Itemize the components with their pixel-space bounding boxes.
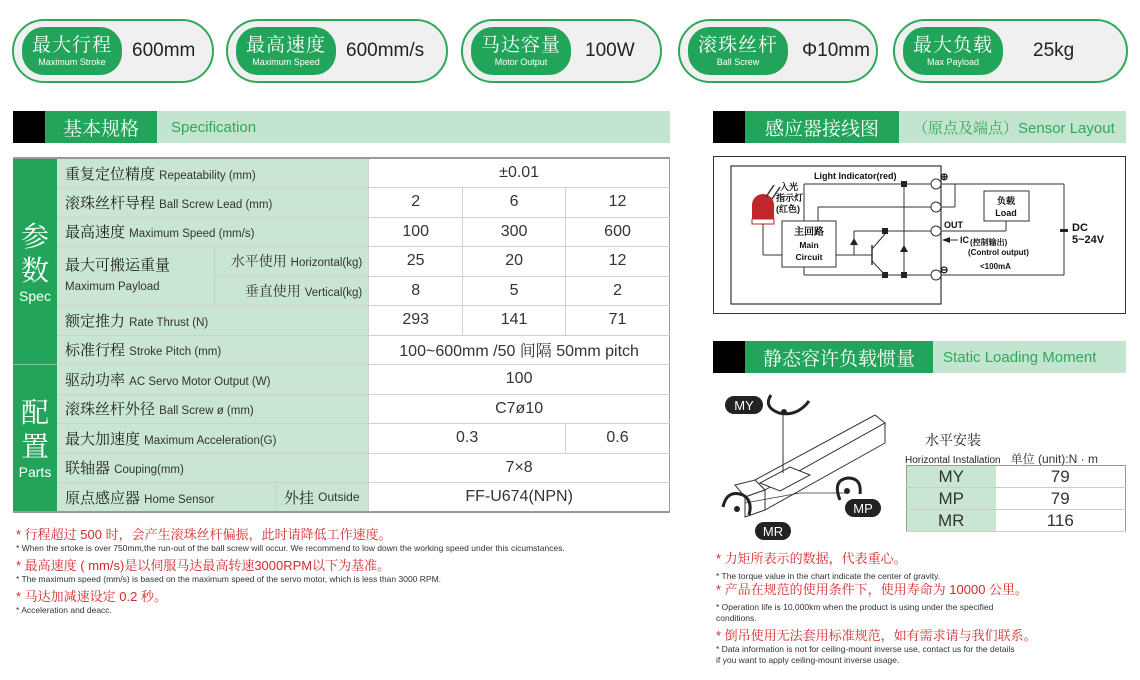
moment-axes-diagram-icon (705, 385, 895, 540)
moment-section-header (713, 341, 1126, 373)
group-spec-label (13, 158, 57, 365)
note-zh: * 行程超过 500 时，会产生滚珠丝杆偏振，此时请降低工作速度。 (16, 527, 392, 542)
cell-value: 300 (463, 217, 566, 247)
highlight-value: Φ10mm (802, 40, 870, 61)
svg-text:Load: Load (995, 208, 1017, 218)
svg-text:指示灯: 指示灯 (776, 193, 804, 203)
svg-text:⊖: ⊖ (940, 265, 949, 276)
cell-value: 2 (566, 276, 670, 306)
highlight-max-payload (893, 19, 1128, 83)
svg-text:MY: MY (734, 398, 754, 413)
svg-text:5~24V: 5~24V (1072, 234, 1105, 246)
table-row (907, 466, 1126, 488)
wiring-schematic-icon (714, 157, 1124, 312)
sub-label: 水平使用 Horizontal(kg) (215, 247, 369, 277)
highlight-label-zh: 最大负载 (913, 34, 994, 56)
cell-value: 71 (566, 306, 670, 336)
table-row (13, 483, 670, 513)
cell-value: 12 (566, 188, 670, 218)
highlight-label-en: Motor Output (494, 57, 548, 67)
highlight-value: 600mm/s (346, 40, 425, 61)
svg-text:Main: Main (799, 240, 819, 250)
section-title-zh: 基本规格 (45, 111, 157, 143)
highlight-value: 600mm (132, 40, 196, 61)
table-row (13, 188, 670, 218)
row-label: 额定推力 Rate Thrust (N) (57, 306, 369, 336)
row-label: 驱动功率 AC Servo Motor Output (W) (57, 365, 369, 395)
row-label: 滚珠丝杆导程 Ball Screw Lead (mm) (57, 188, 369, 218)
highlight-ball-screw (678, 19, 878, 83)
spec-table (13, 157, 670, 513)
table-row (13, 217, 670, 247)
cell-value: 20 (463, 247, 566, 277)
svg-text:⊕: ⊕ (940, 172, 949, 183)
row-label: 最大可搬运重量 Maximum Payload (57, 247, 215, 306)
row-label: 重复定位精度 Repeatability (mm) (57, 158, 369, 188)
svg-text:DC: DC (1072, 222, 1088, 234)
group-char: 配 (20, 397, 49, 428)
sensor-wiring-diagram (713, 156, 1126, 314)
svg-text:MP: MP (853, 501, 873, 516)
table-row (13, 158, 670, 188)
svg-text:Circuit: Circuit (795, 252, 823, 262)
note-zh: * 力矩所表示的数据，代表重心。 (716, 551, 907, 566)
highlight-label-zh: 最高速度 (246, 34, 327, 56)
cell-value: 100 (369, 217, 463, 247)
highlight-label-en: Ball Screw (716, 57, 760, 67)
svg-text:(Control output): (Control output) (968, 248, 1029, 257)
highlight-max-stroke (12, 19, 214, 83)
cell-value: 2 (369, 188, 463, 218)
highlight-max-speed (226, 19, 448, 83)
svg-text:OUT: OUT (944, 220, 963, 230)
note-zh: * 最高速度 ( mm/s)是以伺服马达最高转速3000RPM以下为基准。 (16, 558, 391, 573)
table-row (13, 335, 670, 365)
header-block (713, 341, 745, 373)
section-title-zh: 感应器接线图 (745, 111, 899, 143)
moment-notes (716, 551, 1136, 670)
cell-value: C7ø10 (369, 394, 670, 424)
moment-table-header (905, 430, 1098, 467)
moment-key: MY (907, 466, 996, 488)
row-label: 最大加速度 Maximum Acceleration(G) (57, 424, 369, 454)
note-en: * Acceleration and deacc. (16, 605, 112, 615)
table-row (13, 424, 670, 454)
svg-text:(控制输出): (控制输出) (970, 238, 1008, 247)
highlight-label-en: Maximum Speed (252, 57, 320, 67)
highlight-tag (688, 27, 788, 75)
svg-text:<100mA: <100mA (980, 262, 1011, 271)
group-char: 置 (20, 431, 49, 462)
cell-value: 7×8 (369, 453, 670, 483)
table-row (13, 365, 670, 395)
group-parts-label (13, 365, 57, 513)
cell-value: 6 (463, 188, 566, 218)
highlight-label-en: Maximum Stroke (38, 57, 106, 67)
svg-text:Light Indicator(red): Light Indicator(red) (814, 171, 897, 181)
row-label: 标准行程 Stroke Pitch (mm) (57, 335, 369, 365)
row-label: 滚珠丝杆外径 Ball Screw ø (mm) (57, 394, 369, 424)
header-block (713, 111, 745, 143)
section-title-en: Static Loading Moment (933, 341, 1126, 373)
row-label: 原点感应器 Home Sensor 外挂 Outside (57, 483, 369, 513)
highlight-label-zh: 滚珠丝杆 (698, 34, 779, 56)
table-row (907, 510, 1126, 532)
table-row (13, 247, 670, 277)
cell-value: 600 (566, 217, 670, 247)
note-en: * The maximum speed (mm/s) is based on the maximum speed of the servo motor, which is less than 3000 RPM. (16, 574, 442, 584)
highlight-label-zh: 马达容量 (481, 34, 562, 56)
cell-value: 0.3 (369, 424, 566, 454)
sub-label: 垂直使用 Vertical(kg) (215, 276, 369, 306)
cell-value: 293 (369, 306, 463, 336)
moment-key: MP (907, 488, 996, 510)
moment-value: 79 (996, 488, 1126, 510)
cell-value: ±0.01 (369, 158, 670, 188)
cell-value: 12 (566, 247, 670, 277)
moment-table (906, 465, 1126, 532)
section-title-zh: 静态容许负载惯量 (745, 341, 933, 373)
cell-value: 100 (369, 365, 670, 395)
moment-value: 79 (996, 466, 1126, 488)
group-char: 参 (20, 220, 49, 252)
cell-value: FF-U674(NPN) (369, 483, 670, 513)
section-title-en: Specification (157, 111, 670, 143)
note-en: * Data information is not for ceiling-mount inverse use, contact us for the details if you want to apply ceiling-mount inverse usage. (716, 644, 1015, 665)
sensor-section-header (713, 111, 1126, 143)
header-block (13, 111, 45, 143)
table-row (907, 488, 1126, 510)
note-en: * When the srtoke is over 750mm,the run-out of the ball screw will occur. We recommend to low down the working speed under this cicumstances. (16, 543, 565, 553)
moment-title-zh: 水平安装 (925, 432, 981, 448)
table-row (13, 453, 670, 483)
highlight-value: 25kg (1033, 40, 1075, 61)
svg-text:负载: 负载 (996, 196, 1016, 206)
spec-section-header (13, 111, 670, 143)
highlight-label-zh: 最大行程 (32, 34, 113, 56)
highlight-tag (903, 27, 1003, 75)
cell-value: 5 (463, 276, 566, 306)
sub-label: 外挂 Outside (275, 483, 368, 511)
highlight-tag (22, 27, 122, 75)
moment-title-en: Horizontal Installation (905, 455, 1001, 466)
table-row (13, 394, 670, 424)
note-zh: * 产品在规范的使用条件下，使用寿命为 10000 公里。 (716, 582, 1029, 597)
highlight-value: 100W (585, 40, 635, 61)
cell-value: 141 (463, 306, 566, 336)
svg-text:IC: IC (960, 235, 969, 245)
moment-unit: 单位 (unit):N · m (1010, 452, 1098, 466)
cell-value: 8 (369, 276, 463, 306)
moment-value: 116 (996, 510, 1126, 532)
note-zh: * 马达加减速设定 0.2 秒。 (16, 589, 167, 604)
spec-notes (16, 527, 696, 620)
group-en: Parts (18, 464, 52, 480)
cell-value: 25 (369, 247, 463, 277)
highlight-motor-output (461, 19, 662, 83)
group-char: 数 (20, 254, 49, 286)
note-en: * Operation life is 10,000km when the product is using under the specified conditions. (716, 602, 994, 623)
highlight-tag (236, 27, 336, 75)
highlight-label-en: Max Payload (926, 57, 980, 67)
table-row (13, 306, 670, 336)
section-title-en: （原点及端点）Sensor Layout (899, 111, 1126, 143)
cell-value: 0.6 (566, 424, 670, 454)
cell-value: 100~600mm /50 间隔 50mm pitch (369, 335, 670, 365)
note-en: * The torque value in the chart indicate the center of gravity. (716, 571, 941, 581)
moment-key: MR (907, 510, 996, 532)
svg-text:入光: 入光 (780, 182, 799, 192)
svg-text:(红色): (红色) (776, 204, 800, 214)
group-en: Spec (19, 287, 51, 304)
svg-text:MR: MR (762, 524, 784, 539)
row-label: 最高速度 Maximum Speed (mm/s) (57, 217, 369, 247)
highlight-tag (471, 27, 571, 75)
row-label: 联轴器 Couping(mm) (57, 453, 369, 483)
note-zh: * 倒吊使用无法套用标准规范，如有需求请与我们联系。 (716, 628, 1037, 643)
svg-text:主回路: 主回路 (794, 227, 824, 238)
